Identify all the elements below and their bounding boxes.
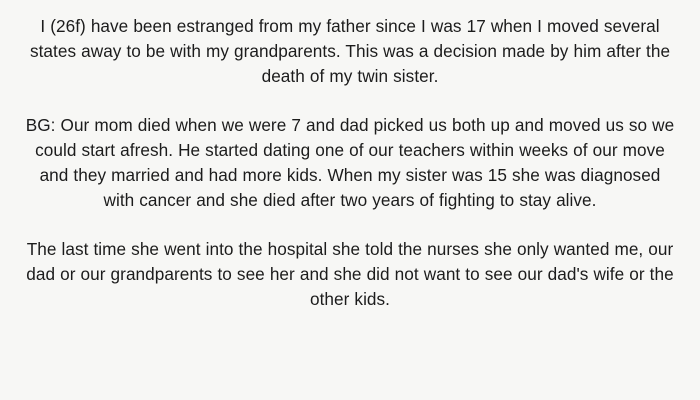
paragraph-3: The last time she went into the hospital she told the nurses she only wanted me, our dad or our grandparents to see her and she did not want to see our dad's wife or the other kids. <box>26 239 674 309</box>
paragraph-1: I (26f) have been estranged from my father since I was 17 when I moved several states away to be with my grandparents. This was a decision made by him after the death of my twin sister. <box>29 16 671 86</box>
paragraph-2: BG: Our mom died when we were 7 and dad picked us both up and moved us so we could start afresh. He started dating one of our teachers within weeks of our move and they married and had more kids. When my sister was 15 she was diagnosed with cancer and she died after two years of fighting to stay alive. <box>25 115 675 210</box>
